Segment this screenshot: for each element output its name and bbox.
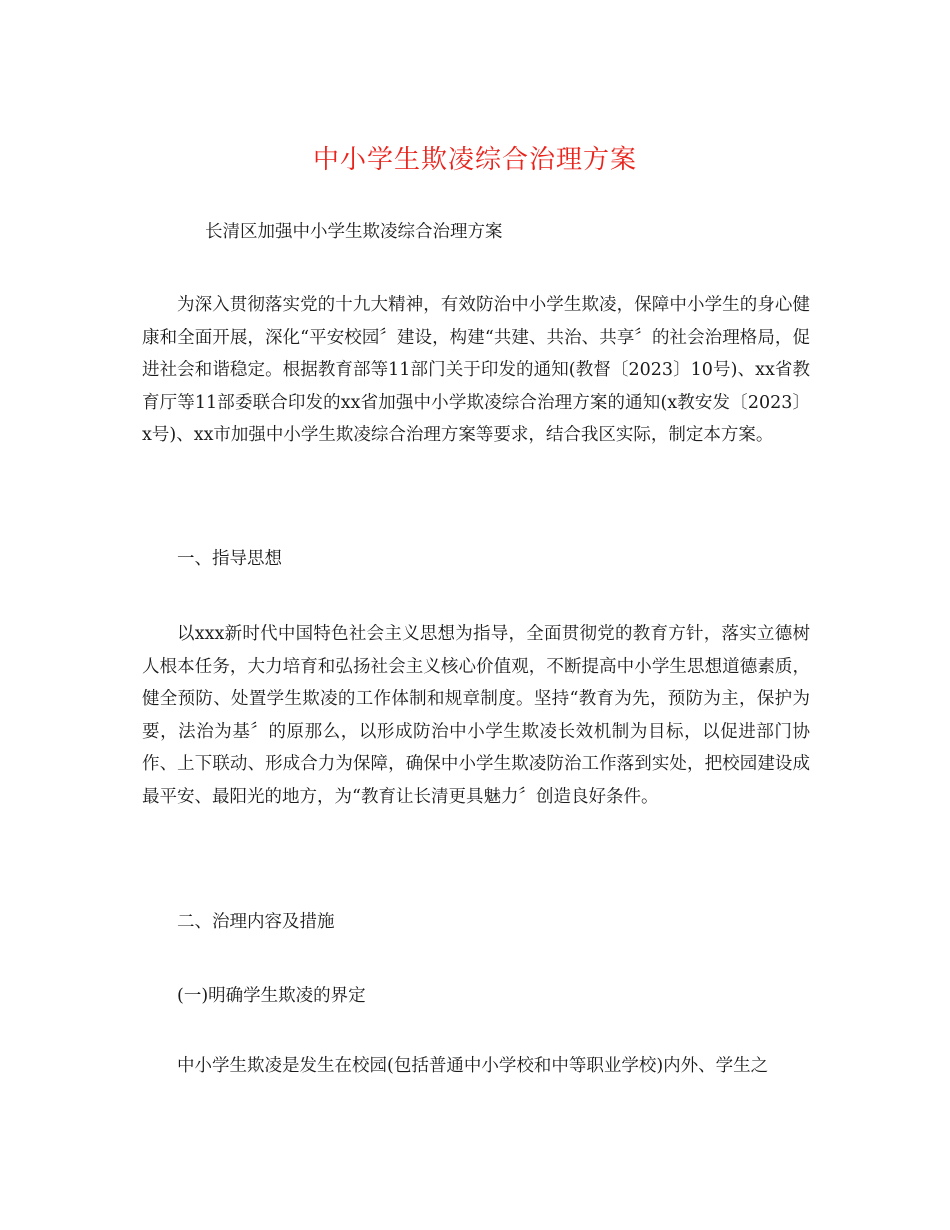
guiding-thought-paragraph: 以xxx新时代中国特色社会主义思想为指导，全面贯彻党的教育方针，落实立德树人根本任务，大力培育和弘扬社会主义核心价值观，不断提高中小学生思想道德素质，健全预防、处置学生欺凌的工作体制和规章制度。坚持“教育为先，预防为主，保护为要，法治为基〞的原那么，以形成防治中小学生欺凌长效机制为目标，以促进部门协作、上下联动、形成合力为保障，确保中小学生欺凌防治工作落到实处，把校园建设成最平安、最阳光的地方，为“教育让长清更具魅力〞创造良好条件。 [142, 624, 810, 807]
intro-paragraph: 为深入贯彻落实党的十九大精神，有效防治中小学生欺凌，保障中小学生的身心健康和全面开展，深化“平安校园〞建设，构建“共建、共治、共享〞的社会治理格局，促进社会和谐稳定。根据教育部等11部门关于印发的通知(教督〔2023〕10号)、xx省教育厅等11部委联合印发的xx省加强中小学欺凌综合治理方案的通知(x教安发〔2023〕x号)、xx市加强中小学生欺凌综合治理方案等要求，结合我区实际，制定本方案。 [142, 295, 810, 446]
document-subtitle: 长清区加强中小学生欺凌综合治理方案 [205, 222, 503, 242]
document-title: 中小学生欺凌综合治理方案 [312, 145, 637, 175]
section-heading-guiding-thought: 一、指导思想 [177, 549, 282, 569]
subsection-heading-definition: (一)明确学生欺凌的界定 [177, 986, 366, 1006]
definition-paragraph: 中小学生欺凌是发生在校园(包括普通中小学校和中等职业学校)内外、学生之 [177, 1056, 769, 1076]
section-heading-governance: 二、治理内容及措施 [177, 912, 335, 932]
